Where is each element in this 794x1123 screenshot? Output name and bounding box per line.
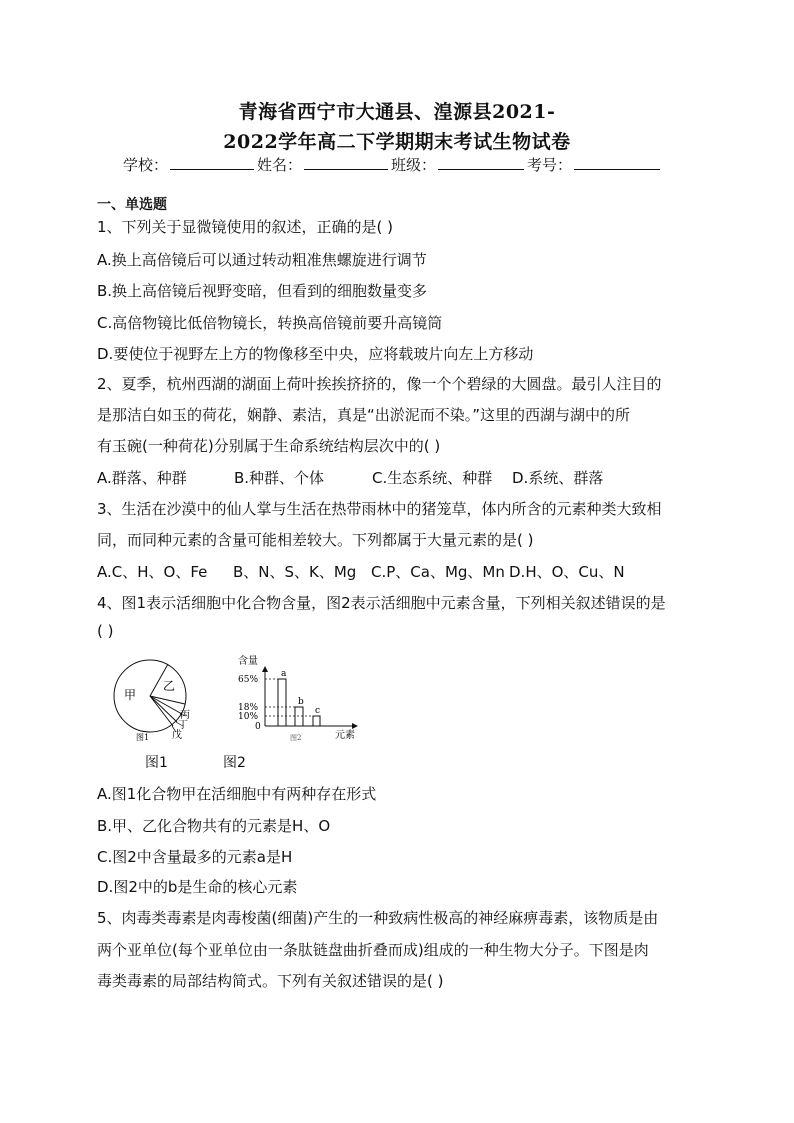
q2-option-a[interactable]: A.群落、种群 <box>97 469 187 487</box>
q4-option-c[interactable]: C.图2中含量最多的元素a是H <box>97 848 293 866</box>
q5-stem-line-2: 两个亚单位(每个亚单位由一条肽链盘曲折叠而成)组成的一种生物大分子。下图是肉 <box>97 941 649 959</box>
tick-label-65: 65% <box>238 675 259 685</box>
title-line-2: 2022学年高二下学期期末考试生物试卷 <box>223 131 571 153</box>
figure1-pie-chart <box>114 660 190 742</box>
q2-option-d[interactable]: D.系统、群落 <box>512 469 604 487</box>
bar-label-b: b <box>298 697 304 707</box>
pie-label-ding: 丁 <box>178 720 188 731</box>
y-axis-arrow <box>262 666 268 672</box>
x-axis-title: 元素 <box>335 730 355 741</box>
q5-stem-line-1: 5、肉毒类毒素是肉毒梭菌(细菌)产生的一种致病性极高的神经麻痹毒素，该物质是由 <box>97 909 659 927</box>
name-field[interactable] <box>304 153 388 170</box>
tick-label-10: 10% <box>238 712 259 722</box>
tick-label-0: 0 <box>255 722 261 732</box>
pie-label-wu: 戊 <box>172 730 182 741</box>
q2-stem-line-3: 有玉碗(一种荷花)分别属于生命系统结构层次中的( ) <box>97 437 441 455</box>
pie-label-jia: 甲 <box>124 688 137 702</box>
school-field[interactable] <box>170 153 254 170</box>
q1-stem: 1、下列关于显微镜使用的叙述，正确的是( ) <box>97 218 394 236</box>
q4-option-b[interactable]: B.甲、乙化合物共有的元素是H、O <box>97 817 331 835</box>
id-label: 考号： <box>527 156 573 174</box>
q4-option-d[interactable]: D.图2中的b是生命的核心元素 <box>97 878 298 896</box>
class-label: 班级： <box>391 156 437 174</box>
section-title: 一、单选题 <box>97 197 167 213</box>
q3-stem-line-2: 同，而同种元素的含量可能相差较大。下列都属于大量元素的是( ) <box>97 531 534 549</box>
figure2-bar-chart <box>238 654 358 742</box>
school-label: 学校： <box>123 156 169 174</box>
q3-option-a[interactable]: A.C、H、O、Fe <box>97 563 208 581</box>
pie-label-yi: 乙 <box>163 679 176 693</box>
y-axis-title: 含量 <box>238 656 258 667</box>
q2-options <box>97 467 603 488</box>
x-axis-arrow <box>352 723 358 729</box>
q1-option-b[interactable]: B.换上高倍镜后视野变暗，但看到的细胞数量变多 <box>97 282 428 300</box>
q4-stem-line-1: 4、图1表示活细胞中化合物含量，图2表示活细胞中元素含量，下列相关叙述错误的是 <box>97 594 666 612</box>
q4-figures <box>110 652 370 742</box>
figure2-inner-label: 图2 <box>290 734 302 742</box>
bar-b <box>295 707 303 726</box>
q1-option-d[interactable]: D.要使位于视野左上方的物像移至中央，应将载玻片向左上方移动 <box>97 345 534 363</box>
q2-option-b[interactable]: B.种群、个体 <box>234 469 325 487</box>
q2-stem-line-2: 是那洁白如玉的荷花，娴静、素洁，真是“出淤泥而不染。”这里的西湖与湖中的所 <box>97 406 631 424</box>
figure1-caption: 图1 <box>145 755 168 771</box>
q3-stem-line-1: 3、生活在沙漠中的仙人掌与生活在热带雨林中的猪笼草，体内所含的元素种类大致相 <box>97 500 662 518</box>
bar-label-a: a <box>281 669 287 679</box>
q4-option-a[interactable]: A.图1化合物甲在活细胞中有两种存在形式 <box>97 785 377 803</box>
id-field[interactable] <box>574 153 660 170</box>
student-info-row <box>123 153 663 175</box>
q2-stem-line-1: 2、夏季，杭州西湖的湖面上荷叶挨挨挤挤的，像一个个碧绿的大圆盘。最引人注目的 <box>97 375 662 393</box>
q4-stem-line-2: ( ) <box>97 622 114 640</box>
bar-label-c: c <box>315 706 321 716</box>
bar-c <box>313 716 320 726</box>
q3-option-b[interactable]: B、N、S、K、Mg <box>233 563 357 581</box>
q1-option-a[interactable]: A.换上高倍镜后可以通过转动粗准焦螺旋进行调节 <box>97 251 427 269</box>
q2-option-c[interactable]: C.生态系统、种群 <box>372 469 493 487</box>
q3-option-d[interactable]: D.H、O、Cu、N <box>509 563 625 581</box>
tick-label-18: 18% <box>238 703 259 713</box>
figure1-inner-label: 图1 <box>136 733 150 742</box>
bar-a <box>278 679 286 726</box>
pie-label-bing: 丙 <box>180 710 190 721</box>
q1-option-c[interactable]: C.高倍物镜比低倍物镜长，转换高倍镜前要升高镜筒 <box>97 314 443 332</box>
q5-stem-line-3: 毒类毒素的局部结构简式。下列有关叙述错误的是( ) <box>97 972 444 990</box>
q3-options <box>97 561 625 582</box>
class-field[interactable] <box>438 153 524 170</box>
figure2-caption: 图2 <box>223 755 246 771</box>
title-line-1: 青海省西宁市大通县、湟源县2021- <box>238 101 556 123</box>
name-label: 姓名： <box>257 156 303 174</box>
q3-option-c[interactable]: C.P、Ca、Mg、Mn <box>371 563 505 581</box>
